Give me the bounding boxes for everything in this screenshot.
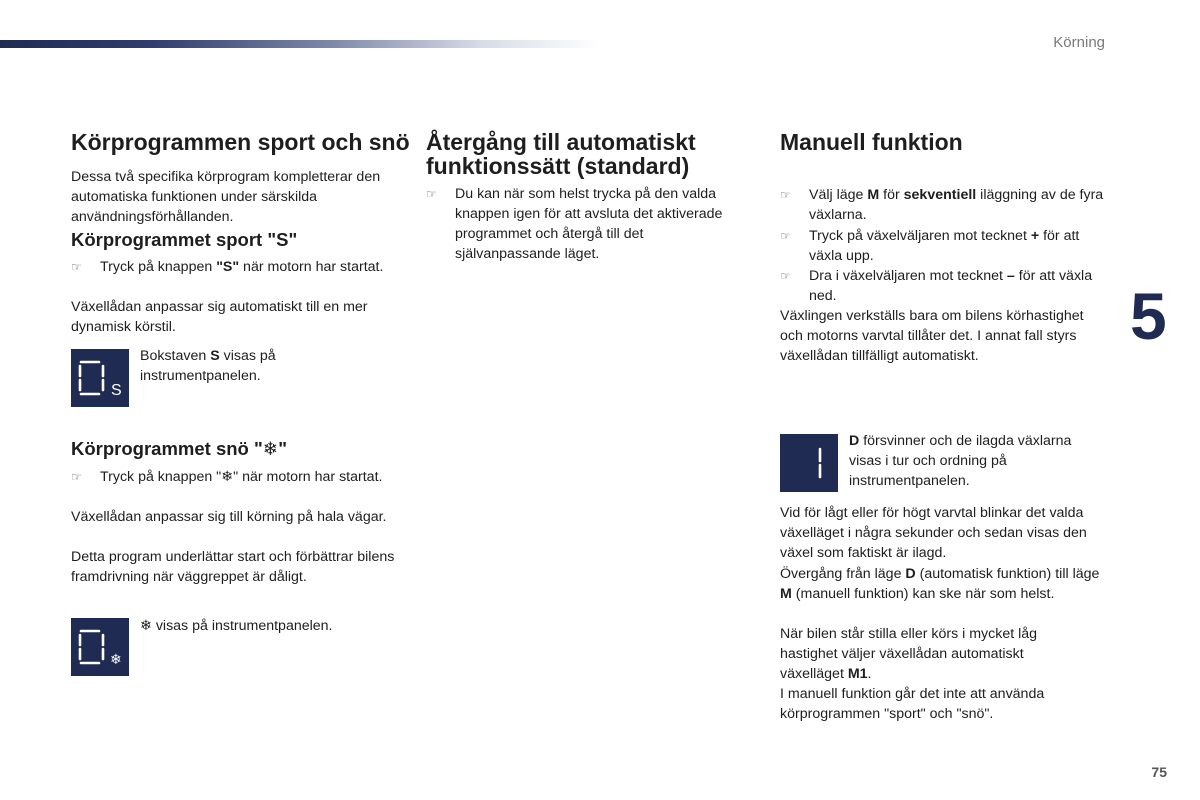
sport-title: Körprogrammet sport "S"	[71, 229, 298, 250]
pointing-hand-icon: ☞	[780, 269, 791, 283]
col2-title: Återgång till automatiskt funktionssätt (standard)	[426, 129, 696, 179]
snow-display-icon	[71, 618, 129, 676]
sport-bullet: ☞ Tryck på knappen "S" när motorn har startat.	[71, 259, 384, 275]
col3-text-5: I manuell funktion går det inte att använda körprogrammen "sport" och "snö".	[780, 686, 1045, 722]
chapter-number: 5	[1130, 279, 1167, 353]
pointing-hand-icon: ☞	[71, 470, 82, 484]
sport-display-icon	[71, 349, 129, 407]
pointing-hand-icon: ☞	[426, 187, 437, 201]
col2-bullet: ☞ Du kan när som helst trycka på den valda knappen igen för att avsluta det aktiverade programmet och återgå till det självanpassande läget.	[426, 186, 723, 262]
col3-text-4: När bilen står stilla eller körs i mycket låg hastighet väljer växellådan automatiskt växelläget M1.	[780, 626, 1038, 682]
section-label: Körning	[1053, 34, 1105, 51]
col1-intro: Dessa två specifika körprogram kompletterar den automatiska funktionen under särskilda användningsförhållanden.	[71, 169, 381, 225]
snow-bullet: ☞ Tryck på knappen "❄" när motorn har startat.	[71, 469, 383, 485]
header-gradient-bar	[0, 40, 600, 48]
col1-title: Körprogrammen sport och snö	[71, 129, 410, 155]
col3-text-3: Övergång från läge D (automatisk funktion) till läge M (manuell funktion) kan ske när som helst.	[780, 566, 1100, 602]
col3-title: Manuell funktion	[780, 129, 963, 155]
pointing-hand-icon: ☞	[780, 188, 791, 202]
snow-title: Körprogrammet snö "❄"	[71, 438, 288, 459]
sport-display-text: Bokstaven S visas på instrumentpanelen.	[140, 348, 276, 384]
snow-text-2: Detta program underlättar start och förbättrar bilens framdrivning när väggreppet är dåligt.	[71, 549, 395, 585]
pointing-hand-icon: ☞	[71, 260, 82, 274]
col3-bullet-2: ☞ Tryck på växelväljaren mot tecknet + för att växla upp.	[780, 228, 1080, 264]
col3-text-1: Växlingen verkställs bara om bilens körhastighet och motorns varvtal tillåter det. I annat fall styrs växellådan tillfälligt automatiskt.	[780, 308, 1084, 364]
col3-text-2: Vid för lågt eller för högt varvtal blinkar det valda växelläget i några sekunder och sedan visas den växel som faktiskt är ilagd.	[780, 505, 1087, 561]
snow-display-text: ❄ visas på instrumentpanelen.	[140, 618, 333, 634]
col3-bullet-3: ☞ Dra i växelväljaren mot tecknet – för att växla ned.	[780, 268, 1093, 304]
page-number: 75	[1151, 764, 1167, 780]
sport-letter: S	[111, 382, 122, 399]
gear-display-text: D försvinner och de ilagda växlarna visas i tur och ordning på instrumentpanelen.	[849, 433, 1072, 489]
sport-text: Växellådan anpassar sig automatiskt till en mer dynamisk körstil.	[71, 299, 368, 335]
col3-bullet-1: ☞ Välj läge M för sekventiell iläggning av de fyra växlarna.	[780, 187, 1104, 223]
snowflake-icon: ❄	[110, 652, 122, 668]
snow-text-1: Växellådan anpassar sig till körning på hala vägar.	[71, 509, 387, 525]
pointing-hand-icon: ☞	[780, 229, 791, 243]
gear-display-icon	[780, 434, 838, 492]
